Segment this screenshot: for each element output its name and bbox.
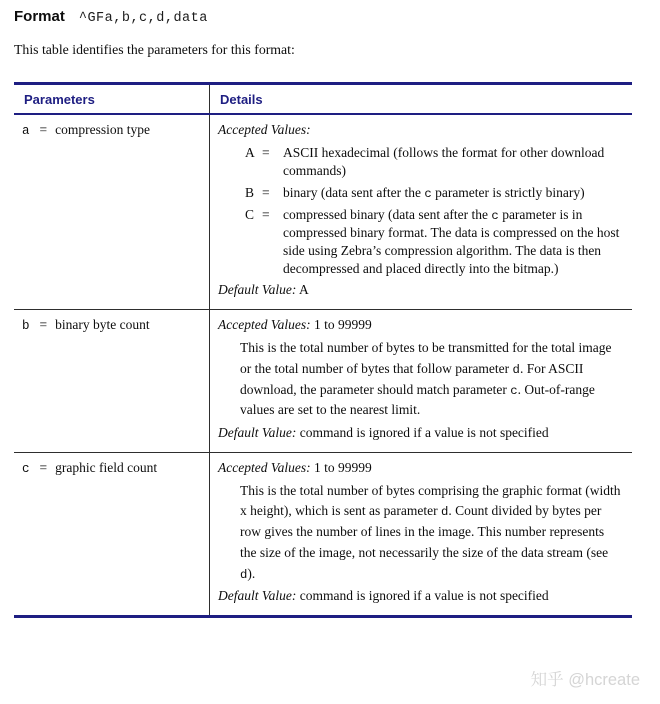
equals-sign: = <box>262 184 270 200</box>
value-description: compressed binary (data sent after the c parameter is in compressed binary format. The data is compressed on the host side using Zebra’s compression algorithm. The data is then decompressed and placed directly into the bitmap.) <box>283 207 620 277</box>
table-row <box>14 310 632 453</box>
default-value-text: A <box>299 282 309 298</box>
table-row <box>14 453 632 615</box>
default-value-label: Default Value: <box>218 588 297 604</box>
value-code: C <box>245 207 255 223</box>
table-header-row <box>14 85 632 115</box>
column-header-parameters: Parameters <box>14 85 210 113</box>
value-description: ASCII hexadecimal (follows the format for other download commands) <box>283 144 605 178</box>
equals-sign: = <box>39 122 48 137</box>
value-code: B <box>245 184 255 200</box>
value-item <box>218 144 624 180</box>
parameters-table <box>14 82 632 618</box>
default-value-text: command is ignored if a value is not specified <box>299 425 549 441</box>
equals-sign: = <box>39 459 48 475</box>
default-value-label: Default Value: <box>218 282 297 298</box>
equals-sign: = <box>262 144 270 160</box>
accepted-values-label: Accepted Values: <box>218 459 311 475</box>
details-body-text: This is the total number of bytes comprising the graphic format (width x height), which is sent as parameter d. Count divided by bytes per row gives the number of lines in the image. This number represents the size of the image, not necessarily the size of the data stream (see d). <box>240 482 621 582</box>
format-command-code: ^GFa,b,c,d,data <box>78 11 208 26</box>
param-name: binary byte count <box>55 317 150 333</box>
default-value-text: command is ignored if a value is not specified <box>299 588 549 604</box>
param-code: a <box>22 124 30 138</box>
intro-text: This table identifies the parameters for this format: <box>14 42 295 57</box>
zhihu-watermark: 知乎 @hcreate <box>530 671 640 689</box>
param-code: c <box>22 461 30 476</box>
accepted-values-line <box>218 121 624 140</box>
column-header-details: Details <box>220 92 263 107</box>
value-description: binary (data sent after the c parameter is strictly binary) <box>283 184 585 201</box>
equals-sign: = <box>262 207 270 223</box>
accepted-values-line <box>218 459 624 478</box>
param-cell <box>14 115 210 309</box>
details-cell <box>210 310 632 452</box>
value-item <box>218 184 624 202</box>
param-name: graphic field count <box>55 459 158 475</box>
format-heading <box>14 8 660 26</box>
accepted-values-line <box>218 316 624 335</box>
accepted-values-text: 1 to 99999 <box>313 459 372 475</box>
default-value-line <box>218 281 624 300</box>
accepted-values-label: Accepted Values: <box>218 317 311 333</box>
details-body-text: This is the total number of bytes to be transmitted for the total image or the total number of bytes that follow parameter d. For ASCII download, the parameter should match parameter c. Out-of-range values are set to the nearest limit. <box>240 340 612 418</box>
value-item <box>218 206 624 278</box>
format-label: Format <box>14 8 65 25</box>
accepted-values-text: 1 to 99999 <box>313 317 372 333</box>
details-cell <box>210 115 632 309</box>
equals-sign: = <box>39 317 48 333</box>
table-row <box>14 115 632 310</box>
param-name: compression type <box>55 122 150 137</box>
default-value-line <box>218 424 624 443</box>
default-value-label: Default Value: <box>218 425 297 441</box>
accepted-values-label: Accepted Values: <box>218 122 311 137</box>
details-cell <box>210 453 632 615</box>
param-cell <box>14 310 210 452</box>
param-code: b <box>22 319 30 334</box>
default-value-line <box>218 587 624 606</box>
param-cell <box>14 453 210 615</box>
value-code: A <box>245 144 255 160</box>
